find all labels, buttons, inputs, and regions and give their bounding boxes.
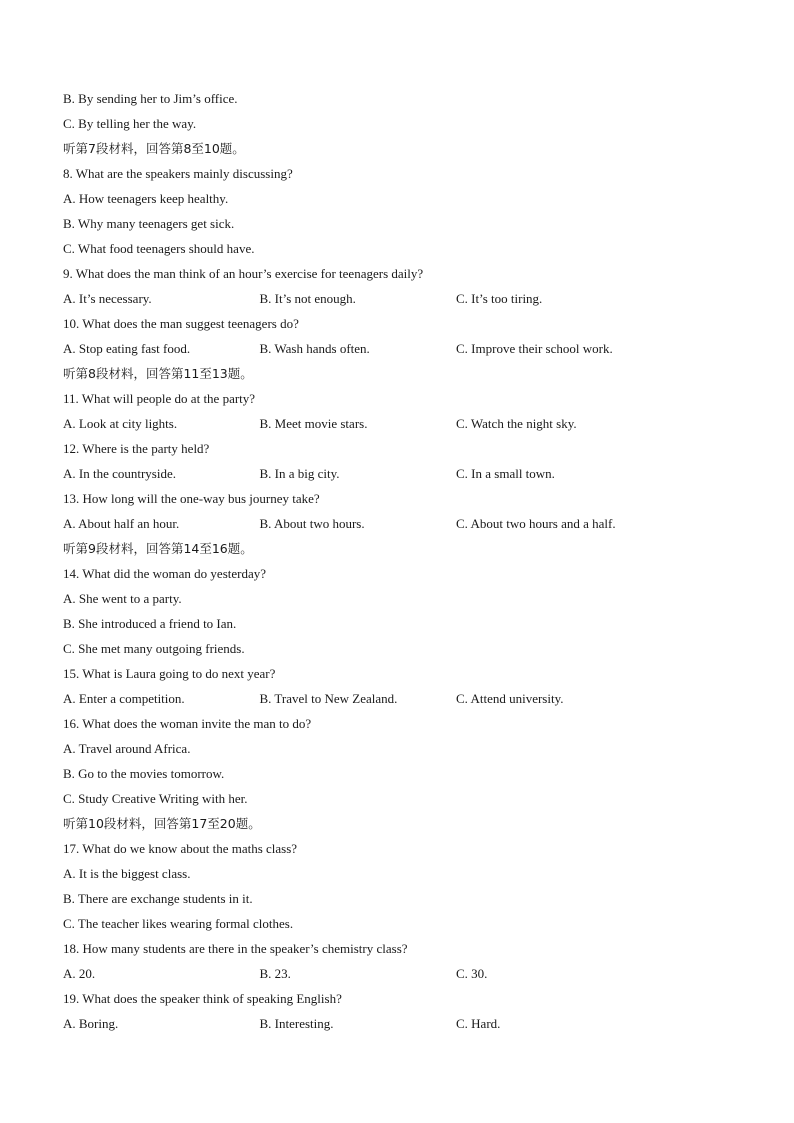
answer-option: C. Study Creative Writing with her. — [63, 791, 248, 806]
section-heading: 听第10段材料，回答第17至20题。 — [63, 816, 261, 831]
answer-option: B. 23. — [259, 966, 291, 981]
answer-option: A. In the countryside. — [63, 466, 177, 481]
answer-option: C. Hard. — [456, 1016, 501, 1031]
question-text: 9. What does the man think of an hour’s exercise for teenagers daily? — [63, 266, 424, 281]
question-text: 12. Where is the party held? — [63, 441, 210, 456]
answer-option: B. Travel to New Zealand. — [259, 691, 398, 706]
answer-option: A. About half an hour. — [63, 516, 180, 531]
answer-option: B. She introduced a friend to Ian. — [63, 616, 237, 631]
answer-option: C. About two hours and a half. — [456, 516, 616, 531]
answer-option: A. Boring. — [63, 1016, 119, 1031]
answer-option: C. 30. — [456, 966, 488, 981]
answer-option: B. Go to the movies tomorrow. — [63, 766, 225, 781]
answer-option: B. Wash hands often. — [259, 341, 370, 356]
answer-option: C. Watch the night sky. — [456, 416, 577, 431]
answer-option: C. By telling her the way. — [63, 116, 197, 131]
answer-option: C. Improve their school work. — [456, 341, 613, 356]
question-text: 13. How long will the one-way bus journey take? — [63, 491, 320, 506]
question-text: 10. What does the man suggest teenagers do? — [63, 316, 299, 331]
answer-option: C. Attend university. — [456, 691, 564, 706]
answer-option: A. It’s necessary. — [63, 291, 152, 306]
exam-page — [63, 90, 743, 1040]
answer-option: B. There are exchange students in it. — [63, 891, 253, 906]
section-heading: 听第8段材料，回答第11至13题。 — [63, 366, 253, 381]
option-row — [63, 965, 743, 990]
answer-option: C. The teacher likes wearing formal clothes. — [63, 916, 294, 931]
answer-option: A. Travel around Africa. — [63, 741, 191, 756]
answer-option: B. Meet movie stars. — [259, 416, 368, 431]
option-row — [63, 515, 743, 540]
question-text: 8. What are the speakers mainly discussing? — [63, 166, 293, 181]
answer-option: C. She met many outgoing friends. — [63, 641, 245, 656]
question-text: 11. What will people do at the party? — [63, 391, 256, 406]
option-row — [63, 690, 743, 715]
option-row — [63, 465, 743, 490]
answer-option: A. Look at city lights. — [63, 416, 178, 431]
answer-option: C. In a small town. — [456, 466, 555, 481]
question-text: 15. What is Laura going to do next year? — [63, 666, 276, 681]
section-heading: 听第7段材料，回答第8至10题。 — [63, 141, 245, 156]
option-row — [63, 290, 743, 315]
answer-option: B. In a big city. — [259, 466, 340, 481]
section-heading: 听第9段材料，回答第14至16题。 — [63, 541, 253, 556]
answer-option: A. Enter a competition. — [63, 691, 185, 706]
answer-option: C. It’s too tiring. — [456, 291, 543, 306]
question-text: 17. What do we know about the maths class? — [63, 841, 298, 856]
question-text: 16. What does the woman invite the man to do? — [63, 716, 312, 731]
answer-option: A. It is the biggest class. — [63, 866, 191, 881]
option-row — [63, 1015, 743, 1040]
question-text: 19. What does the speaker think of speaking English? — [63, 991, 342, 1006]
answer-option: C. What food teenagers should have. — [63, 241, 255, 256]
answer-option: B. About two hours. — [259, 516, 365, 531]
option-row — [63, 340, 743, 365]
answer-option: A. Stop eating fast food. — [63, 341, 191, 356]
option-row — [63, 415, 743, 440]
question-text: 18. How many students are there in the speaker’s chemistry class? — [63, 941, 408, 956]
answer-option: A. How teenagers keep healthy. — [63, 191, 229, 206]
answer-option: B. By sending her to Jim’s office. — [63, 91, 238, 106]
question-text: 14. What did the woman do yesterday? — [63, 566, 267, 581]
answer-option: B. It’s not enough. — [259, 291, 356, 306]
answer-option: B. Why many teenagers get sick. — [63, 216, 235, 231]
answer-option: A. She went to a party. — [63, 591, 182, 606]
answer-option: B. Interesting. — [259, 1016, 334, 1031]
answer-option: A. 20. — [63, 966, 96, 981]
